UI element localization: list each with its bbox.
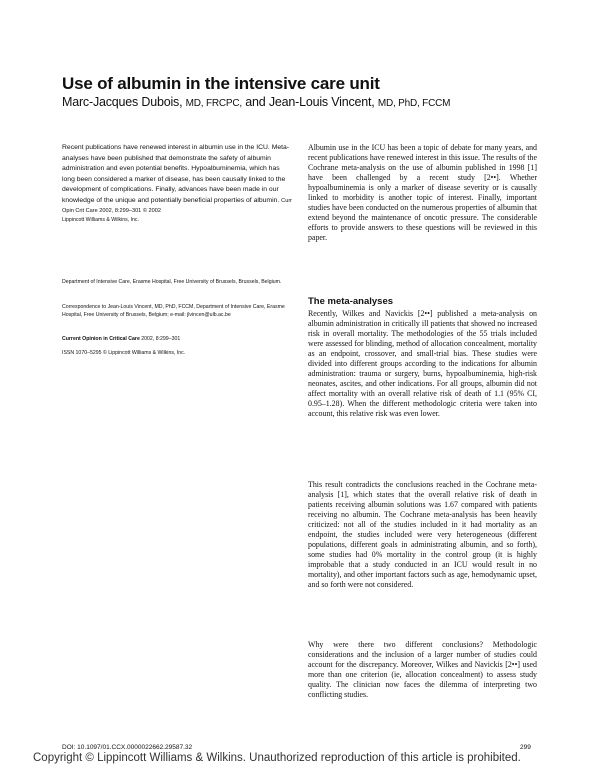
abstract-citation: Curr Opin Crit Care 2002, 8:299–301 © 2002: [62, 197, 293, 214]
intro-paragraph: [308, 143, 537, 243]
body-paragraph-2: [308, 480, 537, 591]
author-1-degrees: MD, FRCPC,: [185, 98, 242, 109]
journal-reference: [62, 336, 294, 344]
paragraph-2-text: This result contradicts the conclusions reached in the Cochrane meta-analysis [1], which states that the overall relative risk of death in patients receiving albumin solutions was 1.67 compared with patients receiving no albumin. The Cochrane meta-analysis has been heavily criticized: not all of the studies included in it had mortality as an endpoint, the studies included were very heterogeneous (different populations, different goals in administrating albumin, and so forth), some studies had 0% mortality in the control group (it is highly improbable that a study conducted in an ICU would result in no mortality), and other important factors such as age, hemodynamic upset, and so forth were not considered.: [308, 480, 537, 590]
journal-name: Current Opinion in Critical Care: [62, 336, 140, 342]
paragraph-1-text: Recently, Wilkes and Navickis [2••] published a meta-analysis on albumin administration in critically ill patients that showed no increased risk in overall mortality. The methodologies of the 55 trials included were assessed for blinding, method of allocation concealment, mortality as an endpoint, crossover, and small-trial bias. These studies were divided into different groups according to the indications for albumin administration: trauma or surgery, burns, hypoalbuminemia, high-risk neonates, ascites, and other indications. For all groups, albumin did not affect mortality with an overall relative risk of death of 1.1 (95% CI, 0.95–1.28). When the different methodologic criteria were taken into account, this relative risk was even lower.: [308, 309, 537, 419]
body-paragraph-1: [308, 309, 537, 420]
intro-text: Albumin use in the ICU has been a topic of debate for many years, and recent publications have renewed interest in this issue. The results of the Cochrane meta-analysis on the use of albumin published in 1998 [1] have been challenged by a recent study [2••]. Whether hypoalbuminemia is only a marker of disease severity or is causally linked to morbidity is another topic of interest. Finally, important studies have been conducted on the numerous properties of albumin that extend beyond the maintenance of oncotic pressure. The considerable efforts to provide answers to these questions will be reviewed in this paper.: [308, 143, 537, 243]
abstract-publisher: Lippincott Williams & Wilkins, Inc.: [62, 216, 139, 223]
article-title: Use of albumin in the intensive care unit: [62, 74, 380, 93]
author-conjunction: and: [245, 95, 266, 109]
paragraph-3-text: Why were there two different conclusions? Methodologic considerations and the inclusion of a larger number of studies could account for the discrepancy. Moreover, Wilkes and Navickis [2••] used more than one criterion (ie, allocation concealment) to assess study quality. The clinician now faces the dilemma of interpreting two conflicting studies.: [308, 640, 537, 700]
author-2-name: Jean-Louis Vincent,: [268, 95, 375, 109]
page-number: 299: [520, 744, 531, 751]
author-1-name: Marc-Jacques Dubois,: [62, 95, 183, 109]
section-heading: The meta-analyses: [308, 296, 394, 307]
footer-doi: DOI: 10.1097/01.CCX.0000022662.29587.32: [62, 744, 193, 751]
abstract-text: Recent publications have renewed interest in albumin use in the ICU. Meta-analyses have been published that demonstrate the safety of albumin administration and even potential benefits. Hypoalbuminemia, which has long been considered a marker of disease, has been causally linked to the development of complications. Finally, advances have been made in our knowledge of the unique and potentially beneficial properties of albumin.: [62, 144, 290, 204]
issn: ISSN 1070–5295 © Lippincott Williams & Wilkins, Inc.: [62, 350, 186, 356]
correspondence: Correspondence to Jean-Louis Vincent, MD, PhD, FCCM, Department of Intensive Care, Erasme Hospital, Free University of Brussels, Belgium; e-mail: jlvincen@ulb.ac.be: [62, 304, 285, 318]
abstract: [62, 143, 294, 224]
copyright-watermark: Copyright © Lippincott Williams & Wilkins. Unauthorized reproduction of this article is prohibited.: [33, 752, 521, 764]
affiliation: Department of Intensive Care, Erasme Hospital, Free University of Brussels, Brussels, Belgium.: [62, 279, 282, 285]
author-list: [62, 94, 562, 112]
journal-ref: 2002, 8:299–301: [141, 336, 181, 342]
author-2-degrees: MD, PhD, FCCM: [377, 98, 451, 109]
body-paragraph-3: [308, 640, 537, 700]
